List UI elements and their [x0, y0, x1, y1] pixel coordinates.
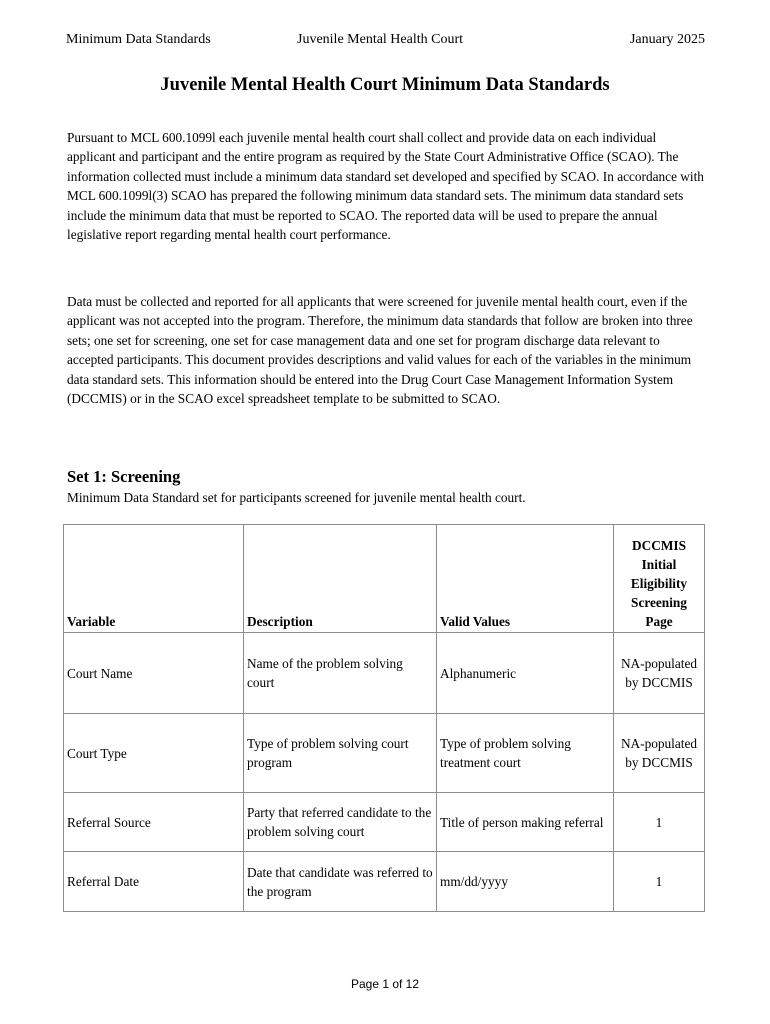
section-subtitle: Minimum Data Standard set for participants screened for juvenile mental health court.: [67, 490, 526, 505]
intro-paragraph: Pursuant to MCL 600.1099l each juvenile mental health court shall collect and provide data on each individual applicant and participant and the entire program as required by the State Court Administrative Office (SCAO). The information collected must include a minimum data standard set developed and specified by SCAO. In accordance with MCL 600.1099l(3) SCAO has prepared the following minimum data standard sets. The minimum data standard sets include the minimum data that must be reported to SCAO. The reported data will be used to prepare the annual legislative report regarding mental health court performance.: [67, 130, 704, 243]
section-title: Set 1: Screening: [67, 467, 181, 486]
cell-variable: Court Type: [64, 714, 244, 793]
cell-description: Type of problem solving court program: [244, 714, 437, 793]
cell-valid-values: mm/dd/yyyy: [437, 852, 614, 912]
cell-valid-values: Type of problem solving treatment court: [437, 714, 614, 793]
cell-description: Date that candidate was referred to the program: [244, 852, 437, 912]
cell-variable: Court Name: [64, 633, 244, 714]
cell-valid-values: Title of person making referral: [437, 793, 614, 852]
header-court-name: Juvenile Mental Health Court: [297, 32, 464, 47]
cell-page: NA-populated by DCCMIS: [614, 633, 705, 714]
header-document-name: Minimum Data Standards: [66, 32, 211, 47]
cell-variable: Referral Source: [64, 793, 244, 852]
cell-page: 1: [614, 852, 705, 912]
collection-paragraph: Data must be collected and reported for all applicants that were screened for juvenile mental health court, even if the applicant was not accepted into the program. Therefore, the minimum data standards that follow are broken into three sets; one set for screening, one set for case management data and one set for program discharge data relevant to accepted participants. This document provides descriptions and valid values for each of the variables in the minimum data standard sets. This information should be entered into the Drug Court Case Management Information System (DCCMIS) or in the SCAO excel spreadsheet template to be submitted to SCAO.: [67, 294, 693, 407]
cell-page: NA-populated by DCCMIS: [614, 714, 705, 793]
cell-variable: Referral Date: [64, 852, 244, 912]
column-header-dccmis-page: DCCMIS Initial Eligibility Screening Page: [614, 525, 705, 633]
table-row: [64, 714, 705, 793]
column-header-description: Description: [244, 525, 437, 633]
table-row: [64, 793, 705, 852]
screening-data-table: [63, 524, 705, 912]
table-header-row: [64, 525, 705, 633]
page-title: Juvenile Mental Health Court Minimum Data Standards: [160, 75, 610, 95]
header-date: January 2025: [629, 32, 705, 47]
table-row: [64, 852, 705, 912]
column-header-valid-values: Valid Values: [437, 525, 614, 633]
table-row: [64, 633, 705, 714]
page-number: Page 1 of 12: [350, 977, 420, 991]
cell-page: 1: [614, 793, 705, 852]
cell-description: Name of the problem solving court: [244, 633, 437, 714]
column-header-variable: Variable: [64, 525, 244, 633]
cell-description: Party that referred candidate to the problem solving court: [244, 793, 437, 852]
cell-valid-values: Alphanumeric: [437, 633, 614, 714]
